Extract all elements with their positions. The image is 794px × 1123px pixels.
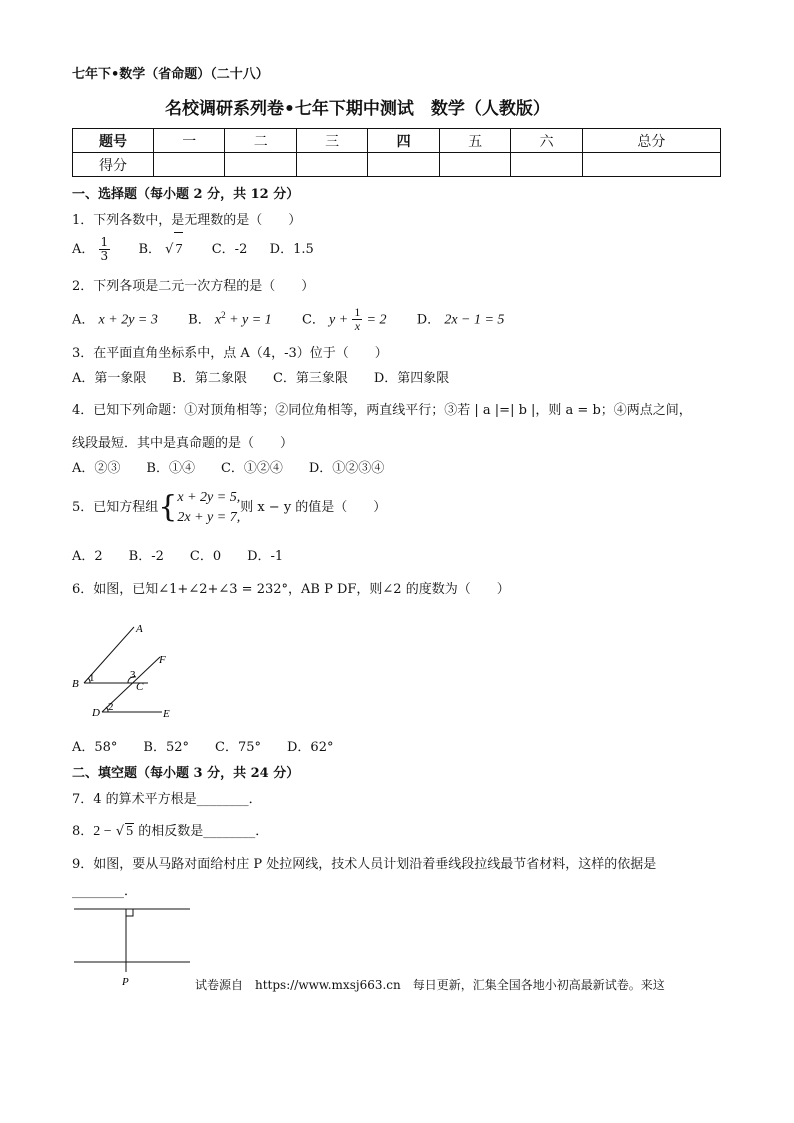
table-cell: 得分 [73, 153, 154, 177]
label-angle-1: 1 [89, 672, 95, 684]
numerator: 1 [354, 305, 361, 320]
table-cell: 一 [154, 129, 225, 153]
section-heading: 一、选择题（每小题 2 分，共 12 分） [72, 187, 300, 202]
table-cell: 三 [296, 129, 367, 153]
question-7: 7．4 的算术平方根是________． [72, 792, 262, 807]
denominator: x [354, 319, 361, 334]
equation-post: = 2 [366, 312, 387, 328]
question-5-stem [72, 486, 386, 530]
score-table-header-row [73, 129, 721, 153]
option-label: B． [138, 242, 162, 257]
table-cell: 五 [439, 129, 510, 153]
option-label: C． [301, 312, 325, 328]
question-4-options: A．②③ B．①④ C．①②④ D．①②③④ [72, 461, 385, 476]
option-label: A． [72, 242, 95, 257]
question-9-line2: ________． [72, 884, 138, 899]
q8-rest: 的相反数是________． [134, 824, 269, 839]
question-2-stem: 2．下列各项是二元一次方程的是（ ） [72, 279, 315, 294]
table-cell: 六 [511, 129, 582, 153]
table-cell: 四 [368, 129, 439, 153]
score-table [72, 128, 721, 177]
question-5-options: A．2 B．-2 C．0 D．-1 [72, 549, 284, 564]
fraction [99, 236, 111, 263]
radicand: 7 [174, 232, 183, 267]
equation: 2x − 1 = 5 [444, 312, 505, 328]
label-angle-3: 3 [130, 669, 136, 681]
series-label: 七年下•数学（省命题）（二十八） [72, 67, 269, 82]
sqrt-sign: √ [165, 242, 174, 257]
option-c: C．-2 [211, 242, 248, 257]
question-1-stem: 1．下列各数中，是无理数的是（ ） [72, 213, 302, 228]
score-cell [225, 153, 296, 177]
label-e: E [163, 708, 170, 720]
score-cell [296, 153, 367, 177]
brace: { [158, 489, 178, 525]
question-1-options [72, 232, 314, 267]
stem-post: 则 x − y 的值是（ ） [240, 500, 387, 515]
score-cell [368, 153, 439, 177]
stem-pre: 5．已知方程组 [72, 500, 159, 515]
sqrt-sign: √ [115, 824, 125, 839]
equation-pre: y + [329, 312, 349, 328]
table-cell: 题号 [73, 129, 154, 153]
equation-rest: + y = 1 [225, 312, 272, 328]
section-heading: 二、填空题（每小题 3 分，共 24 分） [72, 766, 300, 781]
equation-2: 2x + y = 7, [177, 509, 241, 525]
table-cell: 二 [225, 129, 296, 153]
label-a: A [136, 623, 143, 635]
score-cell [582, 153, 720, 177]
angle-figure [70, 615, 190, 730]
label-d: D [92, 707, 100, 719]
exponent: 2 [221, 310, 226, 320]
q8-number: 8． [72, 824, 94, 839]
question-6-stem: 6．如图，已知∠1+∠2+∠3 = 232°，AB P DF，则∠2 的度数为（ ） [72, 582, 510, 597]
footer-source: 试卷源自 https://www.mxsj663.cn 每日更新，汇集全国各地小初高最新试卷。来这 [195, 978, 665, 992]
equation-var: x [214, 312, 222, 328]
question-3-stem: 3．在平面直角坐标系中，点 A（4，-3）位于（ ） [72, 346, 388, 361]
question-9-line1: 9．如图，要从马路对面给村庄 P 处拉网线，技术人员计划沿着垂线段拉线最节省材料，这样的依据是 [72, 857, 657, 872]
equation-system [177, 488, 240, 528]
score-cell [511, 153, 582, 177]
option-label: A． [72, 312, 95, 328]
question-4-line2: 线段最短．其中是真命题的是（ ） [72, 436, 294, 451]
label-f: F [159, 654, 166, 666]
label-c: C [136, 681, 144, 693]
equation-1: x + 2y = 5, [177, 489, 241, 505]
score-cell [154, 153, 225, 177]
radicand: 5 [126, 824, 134, 839]
table-cell: 总分 [582, 129, 720, 153]
question-3-options: A．第一象限 B．第二象限 C．第三象限 D．第四象限 [72, 371, 450, 386]
label-p: P [122, 976, 129, 988]
numerator: 1 [100, 235, 109, 249]
label-b: B [72, 678, 79, 690]
right-angle-mark [126, 909, 133, 916]
score-cell [439, 153, 510, 177]
option-label: D． [416, 312, 441, 328]
denominator: 3 [100, 249, 109, 263]
label-angle-2: 2 [108, 701, 114, 713]
score-table-score-row [73, 153, 721, 177]
question-8 [72, 820, 268, 840]
page-title: 名校调研系列卷•七年下期中测试 数学（人教版） [165, 99, 550, 119]
question-2-options [72, 298, 504, 337]
fraction [352, 306, 362, 333]
question-6-options: A．58° B．52° C．75° D．62° [72, 740, 334, 755]
expr: 2 − [93, 824, 112, 839]
question-4-line1: 4．已知下列命题：①对顶角相等；②同位角相等，两直线平行；③若 | a |=| b |，则 a = b；④两点之间， [72, 403, 692, 418]
option-d: D．1.5 [269, 242, 314, 257]
road-figure [70, 900, 195, 992]
option-label: B． [188, 312, 211, 328]
equation: x + 2y = 3 [98, 312, 158, 328]
